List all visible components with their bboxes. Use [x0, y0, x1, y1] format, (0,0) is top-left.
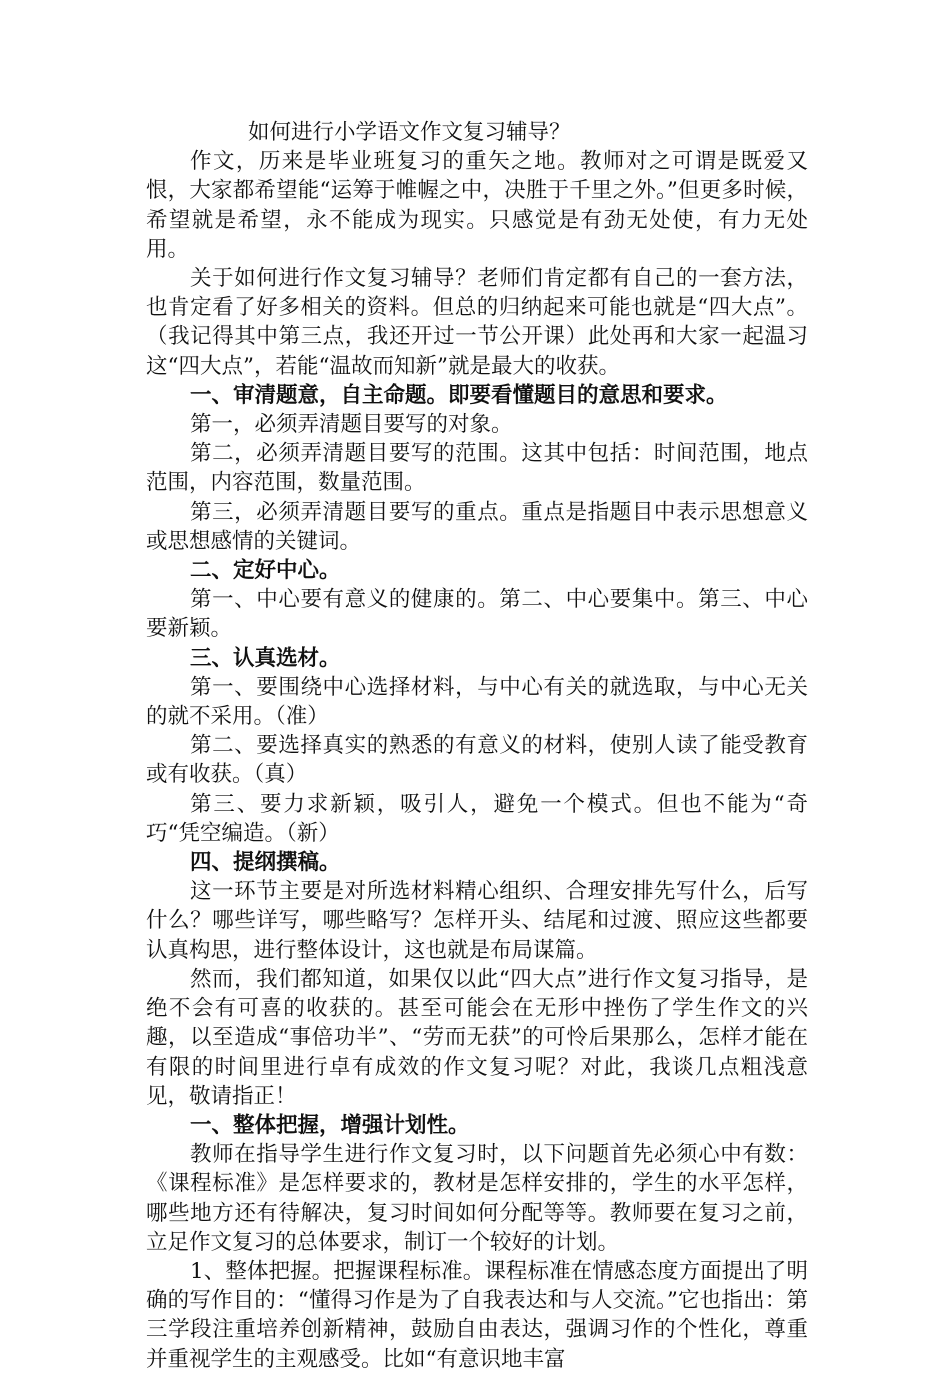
paragraph: 这一环节主要是对所选材料精心组织、合理安排先写什么，后写什么？哪些详写，哪些略写？怎样开头、结尾和过渡、照应这些都要认真构思，进行整体设计，这也就是布局谋篇。 — [146, 879, 808, 963]
paragraph: 教师在指导学生进行作文复习时，以下问题首先必须心中有数：《课程标准》是怎样要求的，教材是怎样安排的，学生的水平怎样，哪些地方还有待解决，复习时间如何分配等等。教师要在复习之前，立足作文复习的总体要求，制订一个较好的计划。 — [146, 1142, 808, 1255]
paragraph: 1、整体把握。把握课程标准。课程标准在情感态度方面提出了明确的写作目的：“懂得习作是为了自我表达和与人交流。”它也指出：第三学段注重培养创新精神，鼓励自由表达，强调习作的个性化，尊重并重视学生的主观感受。比如“有意识地丰富 — [146, 1258, 808, 1372]
section-heading: 一、审清题意，自主命题。即要看懂题目的意思和要求。 — [190, 382, 728, 408]
paragraph: 第一，必须弄清题目要写的对象。 — [190, 412, 513, 438]
section-heading: 三、认真选材。 — [190, 645, 341, 671]
paragraph: 关于如何进行作文复习辅导？老师们肯定都有自己的一套方法，也肯定看了好多相关的资料。但总的归纳起来可能也就是“四大点”。（我记得其中第三点，我还开过一节公开课）此处再和大家一起温习这“四大点”，若能“温故而知新”就是最大的收获。 — [146, 266, 808, 379]
paragraph: 第二、要选择真实的熟悉的有意义的材料，使别人读了能受教育或有收获。（真） — [146, 733, 808, 788]
document-title: 如何进行小学语文作文复习辅导？ — [248, 120, 571, 145]
paragraph: 作文，历来是毕业班复习的重矢之地。教师对之可谓是既爱又恨，大家都希望能“运筹于帷幄之中，决胜于千里之外。”但更多时候，希望就是希望，永不能成为现实。只感觉是有劲无处使，有力无处用。 — [146, 149, 808, 262]
section-heading: 一、整体把握，增强计划性。 — [190, 1112, 470, 1138]
paragraph: 第三，必须弄清题目要写的重点。重点是指题目中表示思想意义或思想感情的关键词。 — [146, 499, 808, 554]
section-heading: 四、提纲撰稿。 — [190, 850, 341, 876]
document-blocks — [146, 147, 808, 1374]
paragraph: 第二，必须弄清题目要写的范围。这其中包括：时间范围，地点范围，内容范围，数量范围。 — [146, 441, 808, 496]
section-heading: 二、定好中心。 — [190, 558, 341, 584]
paragraph: 第三、要力求新颖，吸引人，避免一个模式。但也不能为“奇巧“凭空编造。（新） — [146, 791, 808, 846]
paragraph: 然而，我们都知道，如果仅以此“四大点”进行作文复习指导，是绝不会有可喜的收获的。甚至可能会在无形中挫伤了学生作文的兴趣，以至造成“事倍功半”、“劳而无获”的可怜后果那么，怎样才能在有限的时间里进行卓有成效的作文复习呢？对此，我谈几点粗浅意见，敬请指正！ — [146, 966, 808, 1109]
paragraph: 第一、要围绕中心选择材料，与中心有关的就选取，与中心无关的就不采用。（准） — [146, 674, 808, 730]
document-body — [146, 118, 808, 1374]
paragraph: 第一、中心要有意义的健康的。第二、中心要集中。第三、中心要新颖。 — [146, 587, 808, 642]
